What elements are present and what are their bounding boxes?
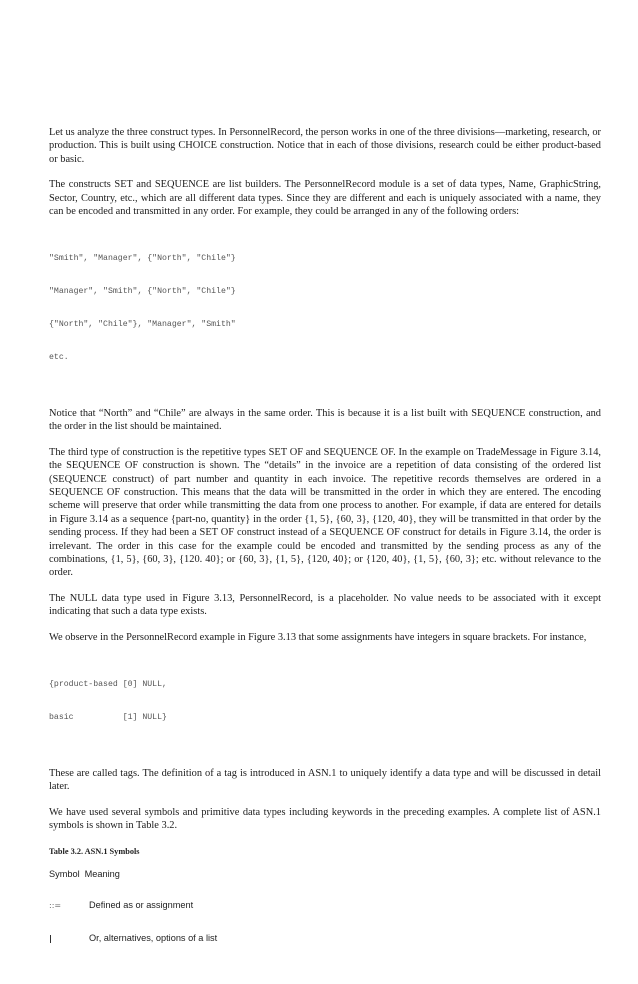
code-line: "Manager", "Smith", {"North", "Chile"} xyxy=(49,286,236,296)
paragraph-symbols-intro: We have used several symbols and primitive data types including keywords in the preceding examples. A complete list of ASN.1 symbols is shown in Table 3.2. xyxy=(49,806,601,832)
code-line: "Smith", "Manager", {"North", "Chile"} xyxy=(49,253,236,263)
table-cell-symbol: ::= xyxy=(49,901,62,911)
paragraph-construct-types: Let us analyze the three construct types. In PersonnelRecord, the person works in one of the three divisions—marketing, research, or production. This is built using CHOICE construction. Notice that in each of those divisions, research could be either product-based or basic. xyxy=(49,127,601,165)
code-line: {product-based [0] NULL, xyxy=(49,679,167,689)
paragraph-tags: These are called tags. The definition of a tag is introduced in ASN.1 to uniquely identify a data type and will be discussed in detail later. xyxy=(49,767,601,793)
table-header-symbol: Symbol xyxy=(49,869,80,880)
table-cell-symbol: | xyxy=(49,933,52,943)
document-page xyxy=(49,126,601,964)
table-header xyxy=(49,868,601,881)
paragraph-square-brackets: We observe in the PersonnelRecord example in Figure 3.13 that some assignments have integers in square brackets. For instance, xyxy=(49,632,587,644)
code-line: etc. xyxy=(49,352,69,362)
code-line: basic [1] NULL} xyxy=(49,712,167,722)
paragraph-null-type: The NULL data type used in Figure 3.13, PersonnelRecord, is a placeholder. No value needs to be associated with it except indicating that such a data type exists. xyxy=(49,593,601,618)
code-block-orders xyxy=(49,231,601,385)
table-cell-meaning: Or, alternatives, options of a list xyxy=(89,932,218,943)
paragraph-repetitive-types: The third type of construction is the repetitive types SET OF and SEQUENCE OF. In the example on TradeMessage in Figure 3.14, the SEQUENCE OF construction is shown. The “details” in the invoice are a repetition of data consisting of the ordered list (SEQUENCE construct) of part number and quantity in each invoice. The repetitive records themselves are ordered in a SEQUENCE OF construction. This means that the data will be transmitted in the order in which they are entered. The encoding scheme will preserve that order while transmitting the data from one process to another. For example, if data are entered for details in Figure 3.14 as a sequence {part-no, quantity} in the order {1, 5}, {60, 3}, {120, 40}, they will be transmitted in that order by the sending process. If they had been a SET OF construct instead of a SEQUENCE OF construct for details in Figure 3.14, the order is irrelevant. The order in this case for the example could be encoded and transmitted by the sending process as any of the combinations, {1, 5}, {60, 3}, {120. 40}; or {60, 3}, {1, 5}, {120, 40}; or {120, 40}, {1, 5}, {60, 3}; etc. without relevance to the order. xyxy=(49,446,601,579)
table-row xyxy=(49,899,601,912)
paragraph-list-builders: The constructs SET and SEQUENCE are list builders. The PersonnelRecord module is a set of data types, Name, GraphicString, Sector, Country, etc., which are all different data types. Since they are different and each is uniquely associated with a name, they can be encoded and transmitted in any order. For example, they could be arranged in any of the following orders: xyxy=(49,179,601,218)
code-block-tags xyxy=(49,657,601,745)
table-caption: Table 3.2. ASN.1 Symbols xyxy=(49,846,140,856)
table-row xyxy=(49,932,601,945)
table-cell-meaning: Defined as or assignment xyxy=(89,900,194,911)
code-line: {"North", "Chile"}, "Manager", "Smith" xyxy=(49,319,236,329)
table-header-meaning: Meaning xyxy=(84,869,120,880)
paragraph-sequence-order: Notice that “North” and “Chile” are always in the same order. This is because it is a list built with SEQUENCE construction, and the order in the list should be maintained. xyxy=(49,407,601,433)
